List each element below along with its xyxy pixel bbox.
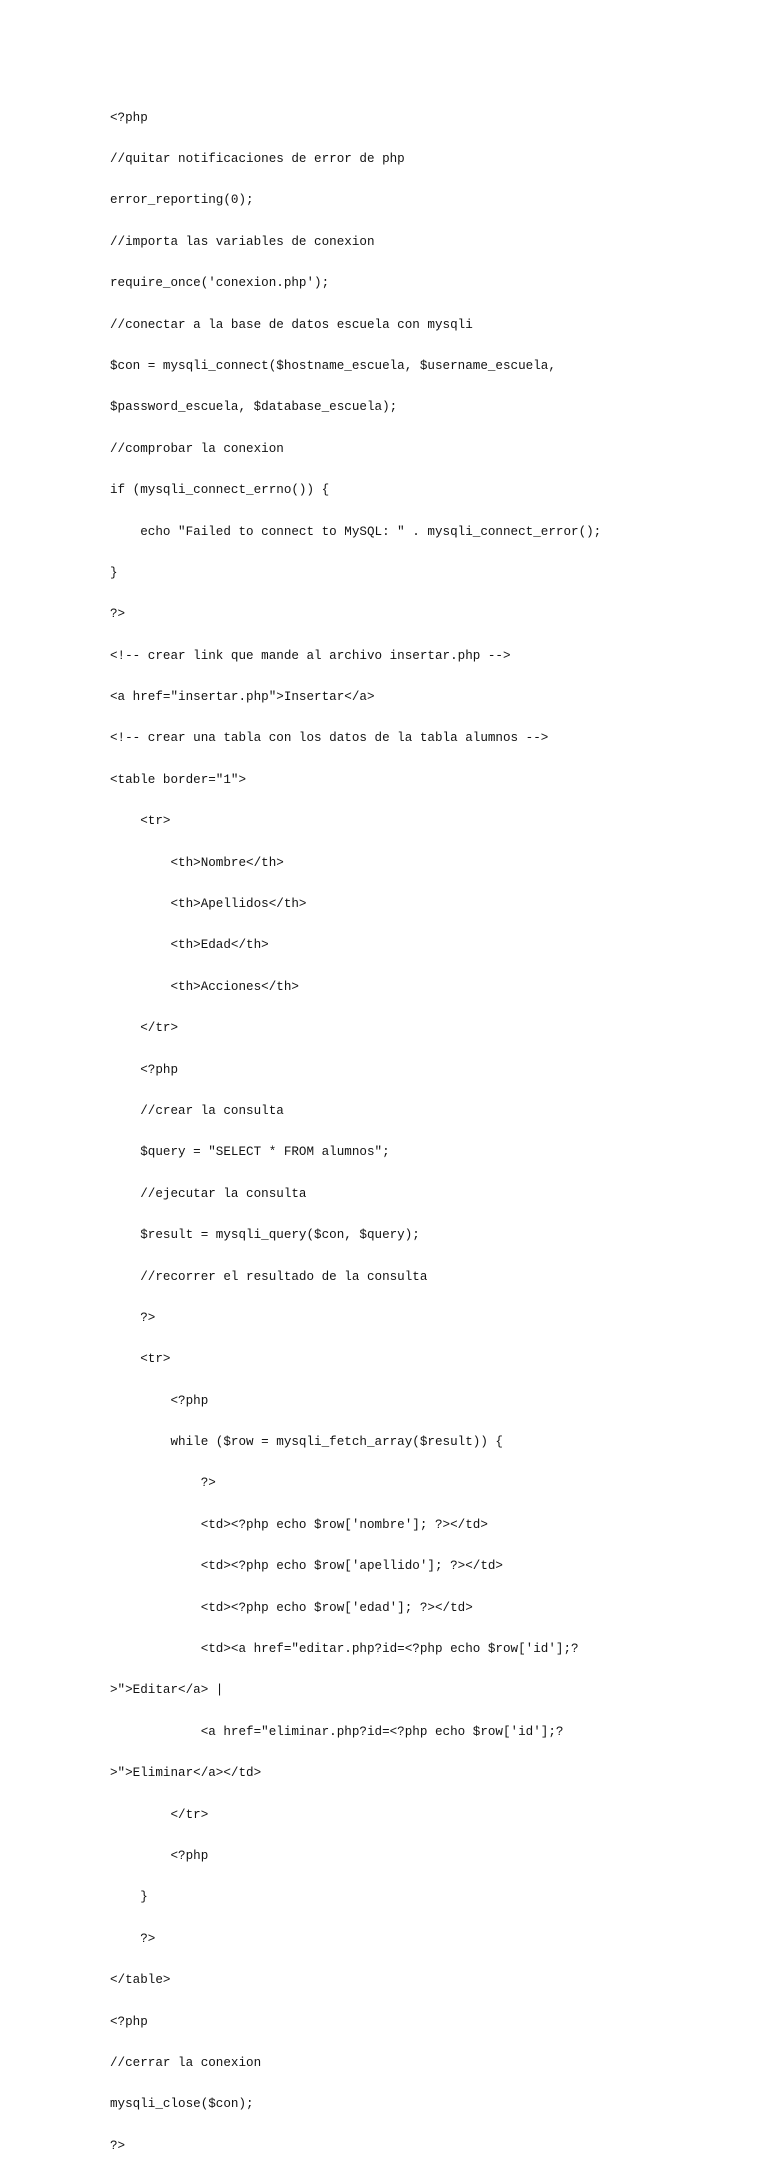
code-line: <a href="eliminar.php?id=<?php echo $row['id'];? xyxy=(110,1724,564,1739)
code-line: <th>Apellidos</th> xyxy=(110,897,307,912)
code-line: echo "Failed to connect to MySQL: " . mysqli_connect_error(); xyxy=(110,524,602,539)
code-line: if (mysqli_connect_errno()) { xyxy=(110,483,330,498)
code-line: </table> xyxy=(110,1973,171,1988)
code-line: } xyxy=(110,565,118,580)
code-line: </tr> xyxy=(110,1807,209,1822)
code-line: >">Eliminar</a></td> xyxy=(110,1766,262,1781)
code-line: //conectar a la base de datos escuela con mysqli xyxy=(110,317,473,332)
code-line: <table border="1"> xyxy=(110,772,247,787)
code-line: >">Editar</a> | xyxy=(110,1683,224,1698)
code-line: <th>Edad</th> xyxy=(110,938,269,953)
code-line: //crear la consulta xyxy=(110,1103,284,1118)
code-line: <td><?php echo $row['edad']; ?></td> xyxy=(110,1600,473,1615)
code-line: ?> xyxy=(110,607,126,622)
code-line: require_once('conexion.php'); xyxy=(110,276,330,291)
code-line: <?php xyxy=(110,110,148,125)
code-line: <td><a href="editar.php?id=<?php echo $row['id'];? xyxy=(110,1642,579,1657)
code-line: //quitar notificaciones de error de php xyxy=(110,151,405,166)
code-line: <!-- crear link que mande al archivo insertar.php --> xyxy=(110,648,511,663)
code-line: ?> xyxy=(110,1931,156,1946)
code-line: error_reporting(0); xyxy=(110,193,254,208)
code-line: $con = mysqli_connect($hostname_escuela, $username_escuela, xyxy=(110,358,556,373)
code-line: $result = mysqli_query($con, $query); xyxy=(110,1228,420,1243)
code-line: <td><?php echo $row['nombre']; ?></td> xyxy=(110,1517,488,1532)
code-line: <?php xyxy=(110,1849,209,1863)
code-line: mysqli_close($con); xyxy=(110,2097,254,2112)
code-line: //recorrer el resultado de la consulta xyxy=(110,1269,428,1284)
code-line: $query = "SELECT * FROM alumnos"; xyxy=(110,1145,390,1160)
code-line: <?php xyxy=(110,1393,209,1408)
code-line: //cerrar la conexion xyxy=(110,2055,262,2070)
code-line: //comprobar la conexion xyxy=(110,441,284,456)
code-line: <th>Nombre</th> xyxy=(110,855,284,870)
code-line: <td><?php echo $row['apellido']; ?></td> xyxy=(110,1559,503,1574)
code-line: <?php xyxy=(110,2014,148,2029)
code-line: <tr> xyxy=(110,1352,171,1367)
code-line: <th>Acciones</th> xyxy=(110,979,299,994)
code-line: <tr> xyxy=(110,814,171,829)
code-line: $password_escuela, $database_escuela); xyxy=(110,400,398,415)
code-line: } xyxy=(110,1890,148,1905)
php-code-block xyxy=(110,84,750,2181)
code-line: <!-- crear una tabla con los datos de la tabla alumnos --> xyxy=(110,731,549,746)
code-line: ?> xyxy=(110,1476,216,1491)
code-line: <a href="insertar.php">Insertar</a> xyxy=(110,690,375,705)
code-line: <?php xyxy=(110,1062,179,1077)
code-line: ?> xyxy=(110,2138,126,2153)
code-line: while ($row = mysqli_fetch_array($result)) { xyxy=(110,1435,503,1450)
code-line: //importa las variables de conexion xyxy=(110,234,375,249)
code-line: </tr> xyxy=(110,1021,179,1036)
code-line: //ejecutar la consulta xyxy=(110,1186,307,1201)
code-line: ?> xyxy=(110,1310,156,1325)
